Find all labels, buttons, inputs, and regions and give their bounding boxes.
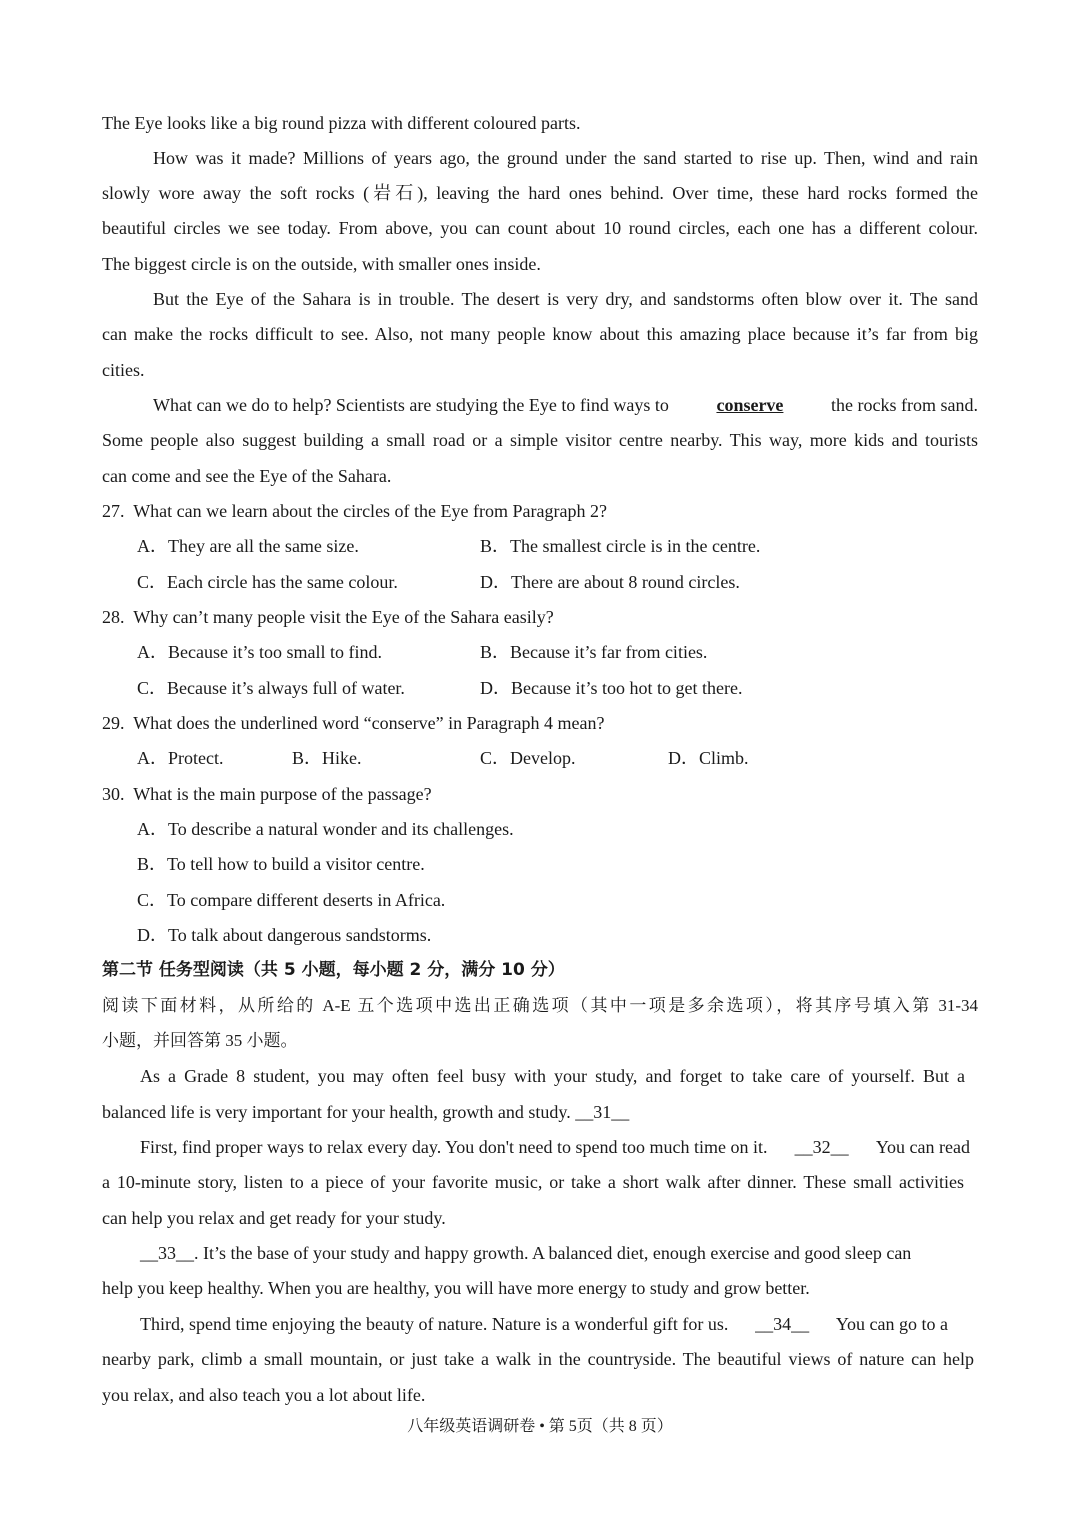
- question-text: Why can’t many people visit the Eye of the Sahara easily?: [133, 607, 554, 627]
- q28-option-a[interactable]: A．Because it’s too small to find.: [137, 642, 382, 662]
- passage-p2-line1: How was it made? Millions of years ago, the ground under the sand started to rise up. Then, wind and rain: [153, 148, 978, 168]
- passage-p4-line2: Some people also suggest building a small road or a simple visitor centre nearby. This way, more kids and tourists: [102, 430, 978, 450]
- question-number: 29.: [102, 713, 125, 733]
- passage-p3-line3: cities.: [102, 360, 145, 380]
- q29-option-b[interactable]: B．Hike.: [292, 748, 362, 768]
- q30-option-d[interactable]: D．To talk about dangerous sandstorms.: [137, 925, 432, 945]
- q28-option-b[interactable]: B．Because it’s far from cities.: [480, 642, 708, 662]
- passage-p4-line1: [153, 393, 978, 417]
- passage-p3-line2: can make the rocks difficult to see. Also, not many people know about this amazing place because it’s far from big: [102, 324, 978, 344]
- section-instruction-line1: 阅读下面材料，从所给的 A-E 五个选项中选出正确选项（其中一项是多余选项），将其序号填入第 31-34: [102, 996, 978, 1015]
- question-29: [102, 711, 978, 735]
- question-text: What is the main purpose of the passage?: [133, 784, 432, 804]
- passage-p2-line3: beautiful circles we see today. From above, you can count about 10 round circles, each one has a different colour.: [102, 218, 978, 238]
- q27-option-c[interactable]: C．Each circle has the same colour.: [137, 572, 398, 592]
- question-number: 27.: [102, 501, 125, 521]
- p2-para4-line1: Third, spend time enjoying the beauty of nature. Nature is a wonderful gift for us. __34__ You can go to a: [140, 1314, 948, 1334]
- question-text: What can we learn about the circles of the Eye from Paragraph 2?: [133, 501, 607, 521]
- p2-para4-line2: nearby park, climb a small mountain, or just take a walk in the countryside. The beautiful views of nature can help: [102, 1349, 974, 1369]
- question-number: 30.: [102, 784, 125, 804]
- question-28: [102, 605, 978, 629]
- blank-32[interactable]: __32__: [794, 1137, 849, 1157]
- passage-p4-before: What can we do to help? Scientists are studying the Eye to find ways to: [153, 395, 669, 415]
- blank-31[interactable]: __31__: [575, 1102, 630, 1122]
- blank-33[interactable]: __33__: [140, 1243, 194, 1263]
- underlined-word-conserve: conserve: [716, 395, 784, 415]
- blank-34[interactable]: __34__: [755, 1314, 810, 1334]
- q29-option-d[interactable]: D．Climb.: [668, 748, 749, 768]
- q27-option-d[interactable]: D．There are about 8 round circles.: [480, 572, 740, 592]
- q28-option-c[interactable]: C．Because it’s always full of water.: [137, 678, 405, 698]
- question-text: What does the underlined word “conserve” in Paragraph 4 mean?: [133, 713, 605, 733]
- question-27: [102, 499, 978, 523]
- q30-option-a[interactable]: A．To describe a natural wonder and its challenges.: [137, 819, 514, 839]
- section-heading: 第二节 任务型阅读（共 5 小题，每小题 2 分，满分 10 分）: [102, 960, 565, 980]
- passage-p2-line2: slowly wore away the soft rocks (岩石), leaving the hard ones behind. Over time, these hard rocks formed the: [102, 183, 978, 203]
- passage-p2-line4: The biggest circle is on the outside, with smaller ones inside.: [102, 254, 541, 274]
- q29-option-a[interactable]: A．Protect.: [137, 748, 224, 768]
- p2-para3-line2: help you keep healthy. When you are healthy, you will have more energy to study and grow better.: [102, 1278, 810, 1298]
- p2-para3-line1: __33__. It’s the base of your study and happy growth. A balanced diet, enough exercise and good sleep can: [140, 1243, 912, 1263]
- q29-option-c[interactable]: C．Develop.: [480, 748, 576, 768]
- passage-p3-line1: But the Eye of the Sahara is in trouble. The desert is very dry, and sandstorms often blow over it. The sand: [153, 289, 978, 309]
- q27-option-a[interactable]: A．They are all the same size.: [137, 536, 359, 556]
- p2-para1-line2: balanced life is very important for your health, growth and study. __31__: [102, 1102, 630, 1122]
- p2-para2-line1: First, find proper ways to relax every day. You don't need to spend too much time on it. __32__ You can read: [140, 1137, 970, 1157]
- question-number: 28.: [102, 607, 125, 627]
- q30-option-b[interactable]: B．To tell how to build a visitor centre.: [137, 854, 425, 874]
- q28-option-d[interactable]: D．Because it’s too hot to get there.: [480, 678, 743, 698]
- p2-para2-line3: can help you relax and get ready for your study.: [102, 1208, 446, 1228]
- p2-para4-line3: you relax, and also teach you a lot about life.: [102, 1385, 426, 1405]
- q30-option-c[interactable]: C．To compare different deserts in Africa.: [137, 890, 446, 910]
- p2-para1-line1: As a Grade 8 student, you may often feel busy with your study, and forget to take care of yourself. But a: [140, 1066, 965, 1086]
- passage-p1-end: The Eye looks like a big round pizza with different coloured parts.: [102, 113, 581, 133]
- passage-p4-line3: can come and see the Eye of the Sahara.: [102, 466, 392, 486]
- p2-para2-line2: a 10-minute story, listen to a piece of your favorite music, or take a short walk after dinner. These small activities: [102, 1172, 964, 1192]
- q27-option-b[interactable]: B．The smallest circle is in the centre.: [480, 536, 761, 556]
- passage-p4-after: the rocks from sand.: [831, 395, 978, 415]
- page-footer: 八年级英语调研卷 • 第 5页（共 8 页）: [407, 1418, 673, 1435]
- question-30: [102, 782, 978, 806]
- section-instruction-line2: 小题，并回答第 35 小题。: [102, 1031, 298, 1050]
